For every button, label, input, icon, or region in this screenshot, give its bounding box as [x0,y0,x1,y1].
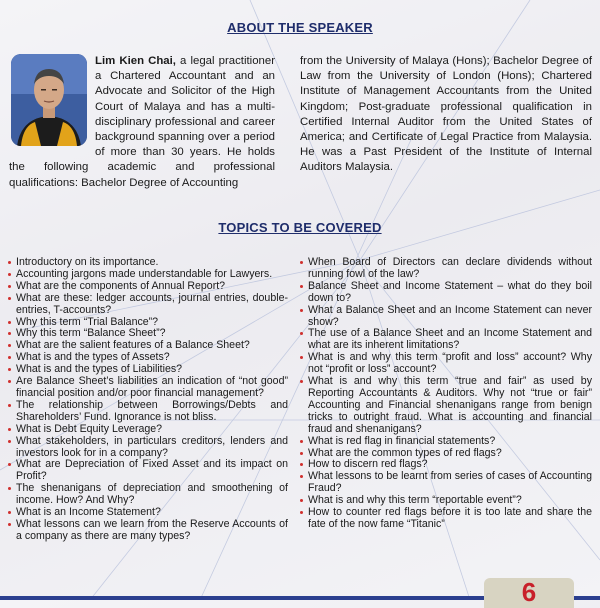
topic-item: What is and the types of Liabilities? [8,364,288,376]
topic-item: The shenanigans of depreciation and smoothening of income. How? And Why? [8,483,288,507]
speaker-bio-text: a legal practitioner a Chartered Accountant and an Advocate and Solicitor of the High Court of Malaya and has a multi-disciplinary professional and career background spanning over a period of more than 30 years. He holds the following academic and professional qualifications: Bachelor Degree of Accounting [9,55,275,189]
speaker-bio-left [9,54,275,191]
topics-list-left [8,257,288,543]
topic-item: The relationship between Borrowings/Debts and Shareholders’ Fund. Ignorance is not bliss. [8,400,288,424]
speaker-name: Lim Kien Chai, [95,55,176,67]
page-number: 6 [521,577,537,607]
topic-item: When Board of Directors can declare dividends without running fowl of the law? [300,257,592,281]
topic-item: What is and why this term “true and fair” as used by Reporting Accountants & Auditors. Why not “true or fair” Accounting and Financial shenanigans range from benign tricks to outright fraud. What is accounting and financial fraud and shenanigans? [300,376,592,436]
topics-list-right [300,257,592,531]
topic-item: Why this term “Trial Balance”? [8,317,288,329]
topic-item: What is Debt Equity Leverage? [8,424,288,436]
topic-item: What lessons to be learnt from series of cases of Accounting Fraud? [300,471,592,495]
topic-item: What is and the types of Assets? [8,352,288,364]
topic-item: What is and why this term “profit and loss” account? Why not “profit or loss” account? [300,352,592,376]
topic-item: What are the common types of red flags? [300,448,592,460]
about-speaker-title: ABOUT THE SPEAKER [227,20,373,35]
topic-item: What are Depreciation of Fixed Asset and its impact on Profit? [8,459,288,483]
topic-item: What is and why this term “reportable event”? [300,495,592,507]
topics-title: TOPICS TO BE COVERED [218,220,382,235]
topic-item: What are the salient features of a Balance Sheet? [8,340,288,352]
topic-item: What is an Income Statement? [8,507,288,519]
topic-item: How to counter red flags before it is too late and share the fate of the now fame “Titanic” [300,507,592,531]
topic-item: What a Balance Sheet and an Income Statement can never show? [300,305,592,329]
topic-item: What is red flag in financial statements? [300,436,592,448]
speaker-bio-right: from the University of Malaya (Hons); Bachelor Degree of Law from the University of London (Hons); Chartered Institute of Management Accountants from the United Kingdom; Post-graduate professional qualification in Certified Internal Auditor from the United States of America; and Certificate of Legal Practice from Malaysia. He was a Past President of the Institute of Internal Auditors Malaysia. [300,55,592,174]
topic-item: What lessons can we learn from the Reserve Accounts of a company as there are many types? [8,519,288,543]
topic-item: What are these: ledger accounts, journal entries, double-entries, T-accounts? [8,293,288,317]
topic-item: Accounting jargons made understandable for Lawyers. [8,269,288,281]
topic-item: What are the components of Annual Report? [8,281,288,293]
topic-item: How to discern red flags? [300,459,592,471]
topic-item: Introductory on its importance. [8,257,288,269]
topic-item: Balance Sheet and Income Statement – what do they boil down to? [300,281,592,305]
topic-item: What stakeholders, in particulars creditors, lenders and investors look for in a company? [8,436,288,460]
topic-item: Why this term “Balance Sheet”? [8,328,288,340]
topic-item: The use of a Balance Sheet and an Income Statement and what are its inherent limitations? [300,328,592,352]
topic-item: Are Balance Sheet’s liabilities an indication of “not good” financial position and/or poor financial management? [8,376,288,400]
